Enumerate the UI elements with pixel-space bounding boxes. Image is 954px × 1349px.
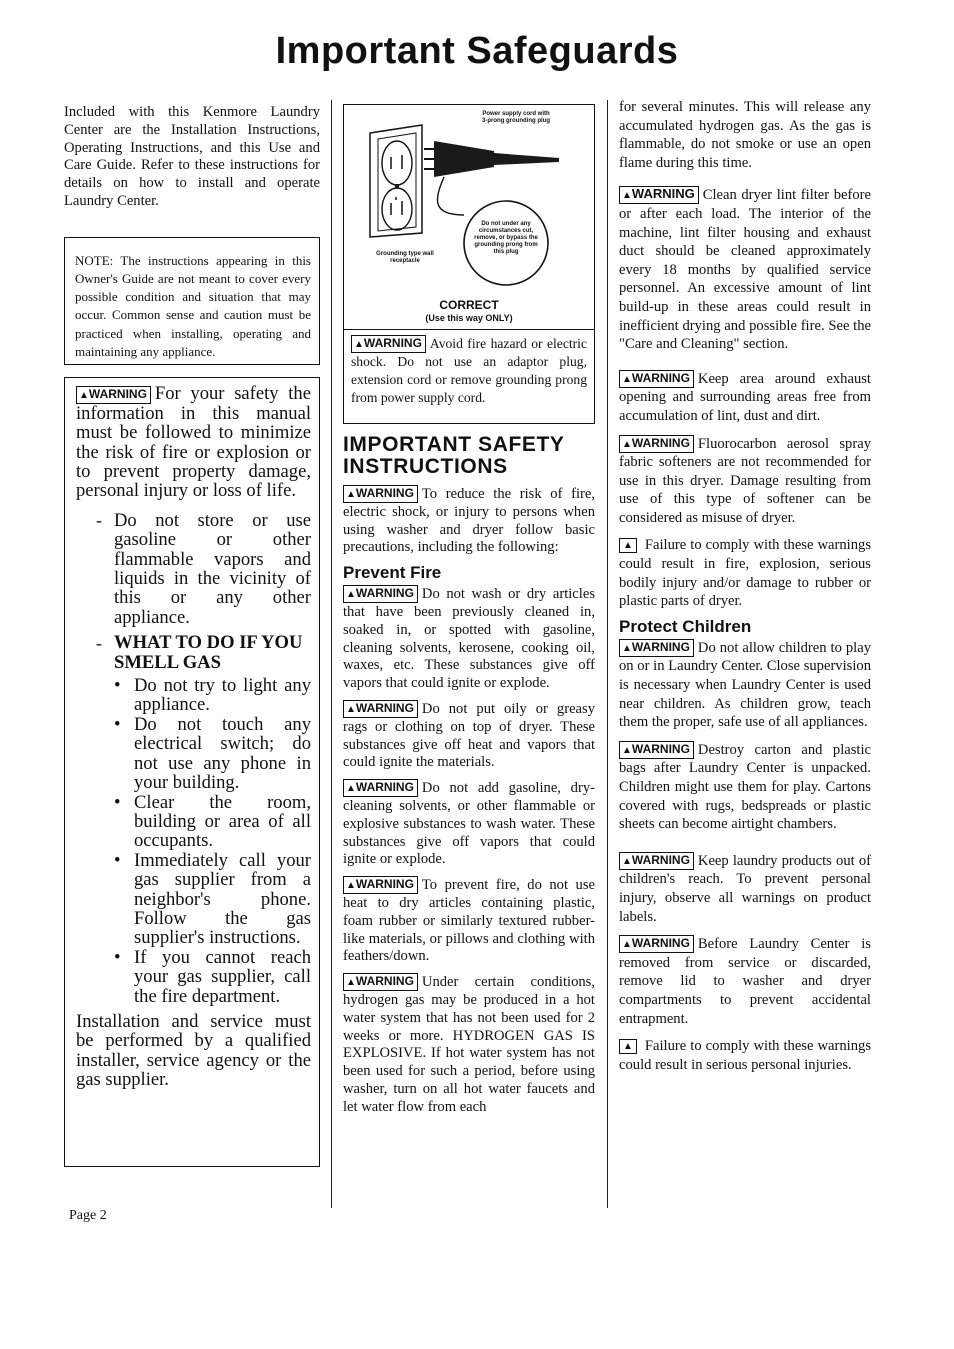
- warning-badge-label: WARNING: [363, 336, 422, 350]
- power-supply-label: Power supply cord with 3-prong grounding plug: [482, 111, 550, 124]
- warning-triangle-icon: ▲: [622, 642, 632, 654]
- softener-warning-text: Fluorocarbon aerosol spray fabric softeners are not recommended for use in this dryer. Damage resulting from use of this type of softener can be considered as misuse of dryer.: [619, 435, 871, 526]
- correct-label: CORRECT: [439, 298, 499, 312]
- warning-badge-label: WARNING: [631, 186, 695, 202]
- warning-badge-label: WARNING: [355, 700, 414, 715]
- warning-badge: [619, 935, 694, 953]
- note-box: [64, 237, 320, 365]
- warning-triangle-icon: ▲: [619, 538, 637, 553]
- fire-failure-notice: [619, 536, 871, 610]
- warning-badge: [76, 386, 151, 404]
- lint-warning: [619, 186, 871, 353]
- fire-warning-text: Do not wash or dry articles that have been previously cleaned in, soaked in, or spotted with gasoline, cleaning solvents, kerosene, cooking oil, waxes, etc. These substances give off vapors that could ignite or explode.: [343, 586, 595, 692]
- fire-warning: [343, 585, 595, 693]
- safety-warning-box: [64, 377, 320, 1167]
- warning-badge-label: WARNING: [631, 741, 690, 756]
- child-warning-text: Destroy carton and plastic bags after Laundry Center is unpacked. Children might use them for play. Cartons covered with rugs, bedspreads or plastic sheets can become airtight chambers.: [619, 741, 871, 833]
- do-not-store-item: [96, 511, 311, 627]
- child-warning: [619, 741, 871, 834]
- fire-warning-text: Do not add gasoline, dry-cleaning solvents, or other flammable or explosive substances to wash water. These substances give off vapors that could ignite or explode.: [343, 780, 595, 868]
- warning-badge-label: WARNING: [631, 435, 690, 450]
- warning-badge: [619, 639, 694, 657]
- basic-precautions-text: To reduce the risk of fire, electric shock, or injury to persons when using washer and dryer follow basic precautions, including the following:: [343, 486, 595, 556]
- warning-badge: [343, 485, 418, 503]
- warning-triangle-icon: ▲: [346, 489, 356, 500]
- gas-section-item: [96, 633, 311, 1006]
- child-warning: [619, 935, 871, 1028]
- warning-badge: [619, 741, 694, 759]
- warning-triangle-icon: ▲: [622, 438, 632, 450]
- warning-badge-label: WARNING: [355, 974, 414, 989]
- left-column: [64, 104, 320, 1167]
- gas-step: • If you cannot reach your gas supplier, call the fire department.: [114, 948, 311, 1006]
- warning-triangle-icon: ▲: [619, 1039, 637, 1054]
- safety-warning-text: For your safety the information in this manual must be followed to minimize the risk of fire or explosion or to prevent property damage, personal injury or loss of life.: [76, 382, 311, 502]
- warning-badge: [619, 852, 694, 870]
- warning-badge-label: WARNING: [355, 486, 414, 500]
- hydrogen-continued-paragraph: for several minutes. This will release any accumulated hydrogen gas. As the gas is flammable, do not smoke or use an open flame during this time.: [619, 99, 871, 171]
- page-title: Important Safeguards: [275, 30, 679, 72]
- warning-badge-label: WARNING: [355, 586, 414, 601]
- softener-warning: [619, 435, 871, 528]
- gas-heading: - WHAT TO DO IF YOU SMELL GAS: [114, 632, 303, 673]
- warning-triangle-icon: ▲: [622, 855, 632, 867]
- fire-warning: [343, 700, 595, 772]
- child-warning-text: Keep laundry products out of children's reach. To prevent personal injury, observe all warnings on product labels.: [619, 852, 871, 925]
- warning-triangle-icon: ▲: [346, 703, 356, 715]
- fire-warning: [343, 973, 595, 1116]
- safety-instructions-heading: IMPORTANT SAFETY INSTRUCTIONS: [343, 433, 565, 478]
- warning-triangle-icon: ▲: [346, 783, 356, 795]
- column-divider-2: [607, 100, 608, 1208]
- warning-badge: [343, 700, 418, 718]
- installation-paragraph: Installation and service must be performed by a qualified installer, service agency or the gas supplier.: [76, 1010, 311, 1091]
- fire-warning: [343, 876, 595, 966]
- warning-badge: [351, 335, 426, 353]
- child-warning-text: Before Laundry Center is removed from service or discarded, remove lid to washer and dryer compartments to prevent accidental entrapment.: [619, 936, 871, 1027]
- page-number: Page 2: [69, 1208, 107, 1223]
- right-column: [619, 98, 871, 1074]
- fire-warning-text: To prevent fire, do not use heat to dry articles containing plastic, foam rubber or similarly textured rubber-like materials, or pillows and clothing with feathers/down.: [343, 877, 595, 965]
- column-divider-1: [331, 100, 332, 1208]
- middle-column: [343, 104, 595, 1117]
- figure-warning-paragraph: [351, 335, 587, 406]
- warning-badge: [343, 779, 418, 797]
- protect-children-heading: Protect Children: [619, 616, 752, 636]
- warning-triangle-icon: ▲: [622, 939, 632, 951]
- warning-badge: [619, 186, 699, 204]
- wall-receptacle-label: Grounding type wall receptacle: [376, 251, 434, 264]
- warning-triangle-icon: ▲: [346, 977, 356, 989]
- warning-badge: [619, 370, 694, 388]
- warning-triangle-icon: ▲: [622, 190, 632, 202]
- gas-step: • Immediately call your gas supplier from a neighbor's phone. Follow the gas supplier's instructions.: [114, 851, 311, 948]
- warning-badge: [343, 973, 418, 991]
- basic-precautions-paragraph: [343, 485, 595, 557]
- gas-step: • Do not try to light any appliance.: [114, 676, 311, 715]
- grounding-figure: [343, 104, 595, 330]
- correct-sublabel: (Use this way ONLY): [425, 313, 513, 323]
- warning-badge-label: WARNING: [631, 852, 690, 867]
- exhaust-warning-text: Keep area around exhaust opening and surrounding areas free from accumulation of lint, dust and dirt.: [619, 370, 871, 424]
- fire-failure-text: Failure to comply with these warnings could result in fire, explosion, serious bodily injury and/or damage to rubber or plastic parts of dryer.: [619, 537, 871, 610]
- lint-warning-text: Clean dryer lint filter before or after each load. The interior of the machine, lint filter housing and exhaust duct should be cleaned approximately every 18 months by qualified service personnel. An excessive amount of lint build-up in these areas could result in inefficient drying and possible fire. See the "Care and Cleaning" section.: [619, 187, 871, 353]
- warning-triangle-icon: ▲: [346, 880, 356, 892]
- child-warning-text: Do not allow children to play on or in Laundry Center. Close supervision is necessary when Laundry Center is used near children. As children grow, teach them the proper, safe use of all appliances.: [619, 639, 871, 731]
- warning-badge: [343, 876, 418, 894]
- warning-badge-label: WARNING: [88, 386, 147, 401]
- safety-warning-paragraph: [76, 384, 311, 501]
- warning-badge-label: WARNING: [355, 780, 414, 795]
- warning-badge-label: WARNING: [355, 877, 414, 892]
- warning-triangle-icon: ▲: [622, 373, 632, 385]
- figure-warning-text: Avoid fire hazard or electric shock. Do not use an adaptor plug, extension cord or remove grounding prong from power supply cord.: [351, 336, 587, 405]
- prevent-fire-heading: Prevent Fire: [343, 563, 442, 583]
- gas-step: • Clear the room, building or area of all occupants.: [114, 793, 311, 851]
- warning-badge: [343, 585, 418, 603]
- fire-warning-text: Under certain conditions, hydrogen gas may be produced in a hot water system that has not been used for 2 weeks or more. HYDROGEN GAS IS EXPLOSIVE. If hot water system has not been used for such a period, before using washer, turn on all hot water faucets and let water flow from each: [343, 974, 595, 1115]
- figure-warning-box: [343, 330, 595, 424]
- fire-warning: [343, 779, 595, 869]
- gas-steps-list: [114, 676, 311, 1006]
- exhaust-warning: [619, 370, 871, 426]
- warning-triangle-icon: ▲: [354, 339, 364, 350]
- injury-failure-notice: [619, 1037, 871, 1074]
- warning-triangle-icon: ▲: [79, 389, 89, 401]
- intro-paragraph: Included with this Kenmore Laundry Center are the Installation Instructions, Operating Instructions, and this Use and Care Guide. Refer to these instructions for details on how to install and operate Laundry Center.: [64, 104, 320, 209]
- warning-badge-label: WARNING: [631, 639, 690, 654]
- child-warning: [619, 639, 871, 732]
- warning-badge: [619, 435, 694, 453]
- gas-step: • Do not touch any electrical switch; do not use any phone in your building.: [114, 715, 311, 793]
- do-not-store-text: Do not store or use gasoline or other flammable vapors and liquids in the vicinity of this or any other appliance.: [114, 509, 311, 628]
- gas-instructions-list: [76, 511, 311, 1006]
- injury-failure-text: Failure to comply with these warnings could result in serious personal injuries.: [619, 1038, 871, 1073]
- child-warning: [619, 852, 871, 926]
- note-text: NOTE: The instructions appearing in this Owner's Guide are not meant to cover every possible condition and situation that may occur. Common sense and caution must be practiced when installing, operating and maintaining any appliance.: [75, 252, 311, 359]
- warning-badge-label: WARNING: [631, 370, 690, 385]
- warning-triangle-icon: ▲: [346, 589, 356, 601]
- do-not-bypass-label: Do not under any circumstances cut, remove, or bypass the grounding prong from this plug: [474, 221, 538, 255]
- warning-triangle-icon: ▲: [622, 744, 632, 756]
- warning-badge-label: WARNING: [631, 936, 690, 951]
- fire-warning-text: Do not put oily or greasy rags or clothing on top of dryer. These substances give off heat and vapors that could ignite the materials.: [343, 700, 595, 771]
